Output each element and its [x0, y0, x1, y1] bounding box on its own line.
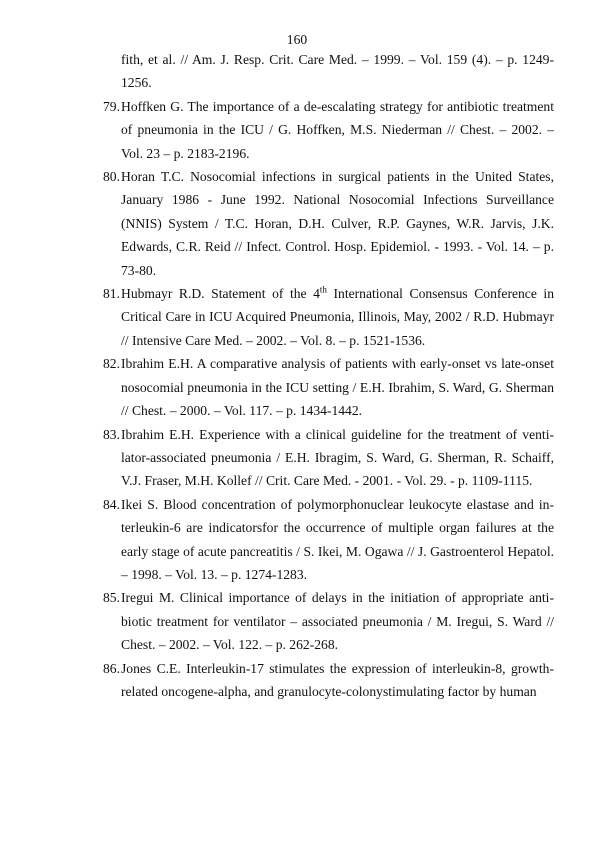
reference-number: 81.	[103, 286, 120, 302]
reference-item-83	[103, 423, 554, 493]
reference-item-79	[103, 95, 554, 165]
reference-item-84	[103, 493, 554, 587]
reference-text: Ibrahim E.H. A comparative analysis of patients with early-onset vs late-onset nosocomial pneumonia in the ICU setting / E.H. Ibrahim, S. Ward, G. Sherman // Chest. – 2000. – Vol. 117. – p. 1434-1442.	[121, 356, 554, 419]
reference-number: 86.	[103, 660, 120, 676]
reference-text: Horan T.C. Nosocomial infections in surgical patients in the United States, January 1986 - June 1992. National Nosocomial Infections Surveillance (NNIS) System / T.C. Horan, D.H. Culver, R.P. Gaynes, W.R. Jarvis, J.K. Edwards, C.R. Reid // Infect. Control. Hosp. Epidemiol. - 1993. - Vol. 14. – p. 73-80.	[121, 169, 554, 278]
reference-number: 80.	[103, 169, 120, 185]
reference-item-82	[103, 352, 554, 422]
reference-text: Iregui M. Clinical importance of delays in the initiation of appropriate antibiotic treatment for ventilator – associated pneumonia / M. Iregui, S. Ward // Chest. – 2002. – Vol. 122. – p. 262-268.	[121, 590, 554, 653]
reference-text: Ibrahim E.H. Experience with a clinical guideline for the treatment of ventilator-associated pneumonia / E.H. Ibragim, S. Ward, G. Sherman, R. Schaiff, V.J. Fraser, M.H. Kollef // Crit. Care Med. - 2001. - Vol. 29. - p. 1109-1115.	[121, 426, 554, 489]
reference-number: 79.	[103, 98, 120, 114]
reference-text: Jones C.E. Interleukin-17 stimulates the expression of interleukin-8, growth-related oncogene-alpha, and granulocyte-colonystimulating factor by human	[121, 660, 554, 699]
reference-list	[103, 48, 554, 703]
ordinal-superscript: th	[319, 284, 327, 295]
reference-item-81	[103, 282, 554, 352]
reference-text: International Consensus Conference in Critical Care in ICU Acquired Pneumonia, Illinois, May, 2002 / R.D. Hubmayr // Intensive Care Med. – 2002. – Vol. 8. – p. 1521-1536.	[121, 286, 555, 348]
reference-item-85	[103, 586, 554, 656]
page-number: 160	[286, 32, 308, 47]
reference-number: 85.	[103, 590, 120, 606]
reference-text: fith, et al. // Am. J. Resp. Crit. Care Med. – 1999. – Vol. 159 (4). – p. 1249-1256.	[121, 52, 554, 91]
reference-item-86	[103, 657, 554, 704]
reference-text: Ikei S. Blood concentration of polymorphonuclear leukocyte elastase and interleukin-6 are indicatorsfor the occurrence of multiple organ failures at the early stage of acute pancreatitis / S. Ikei, M. Ogawa // J. Gastroenterol Hepatol. – 1998. – Vol. 13. – p. 1274-1283.	[121, 496, 554, 582]
reference-item-80	[103, 165, 554, 282]
reference-number: 83.	[103, 426, 120, 442]
reference-text: Hubmayr R.D. Statement of the 4	[121, 286, 320, 302]
reference-number: 84.	[103, 496, 120, 512]
reference-continuation	[103, 48, 554, 95]
reference-number: 82.	[103, 356, 120, 372]
reference-text: Hoffken G. The importance of a de-escalating strategy for antibiotic treatment of pneumonia in the ICU / G. Hoffken, M.S. Niederman // Chest. – 2002. – Vol. 23 – p. 2183-2196.	[121, 98, 554, 161]
